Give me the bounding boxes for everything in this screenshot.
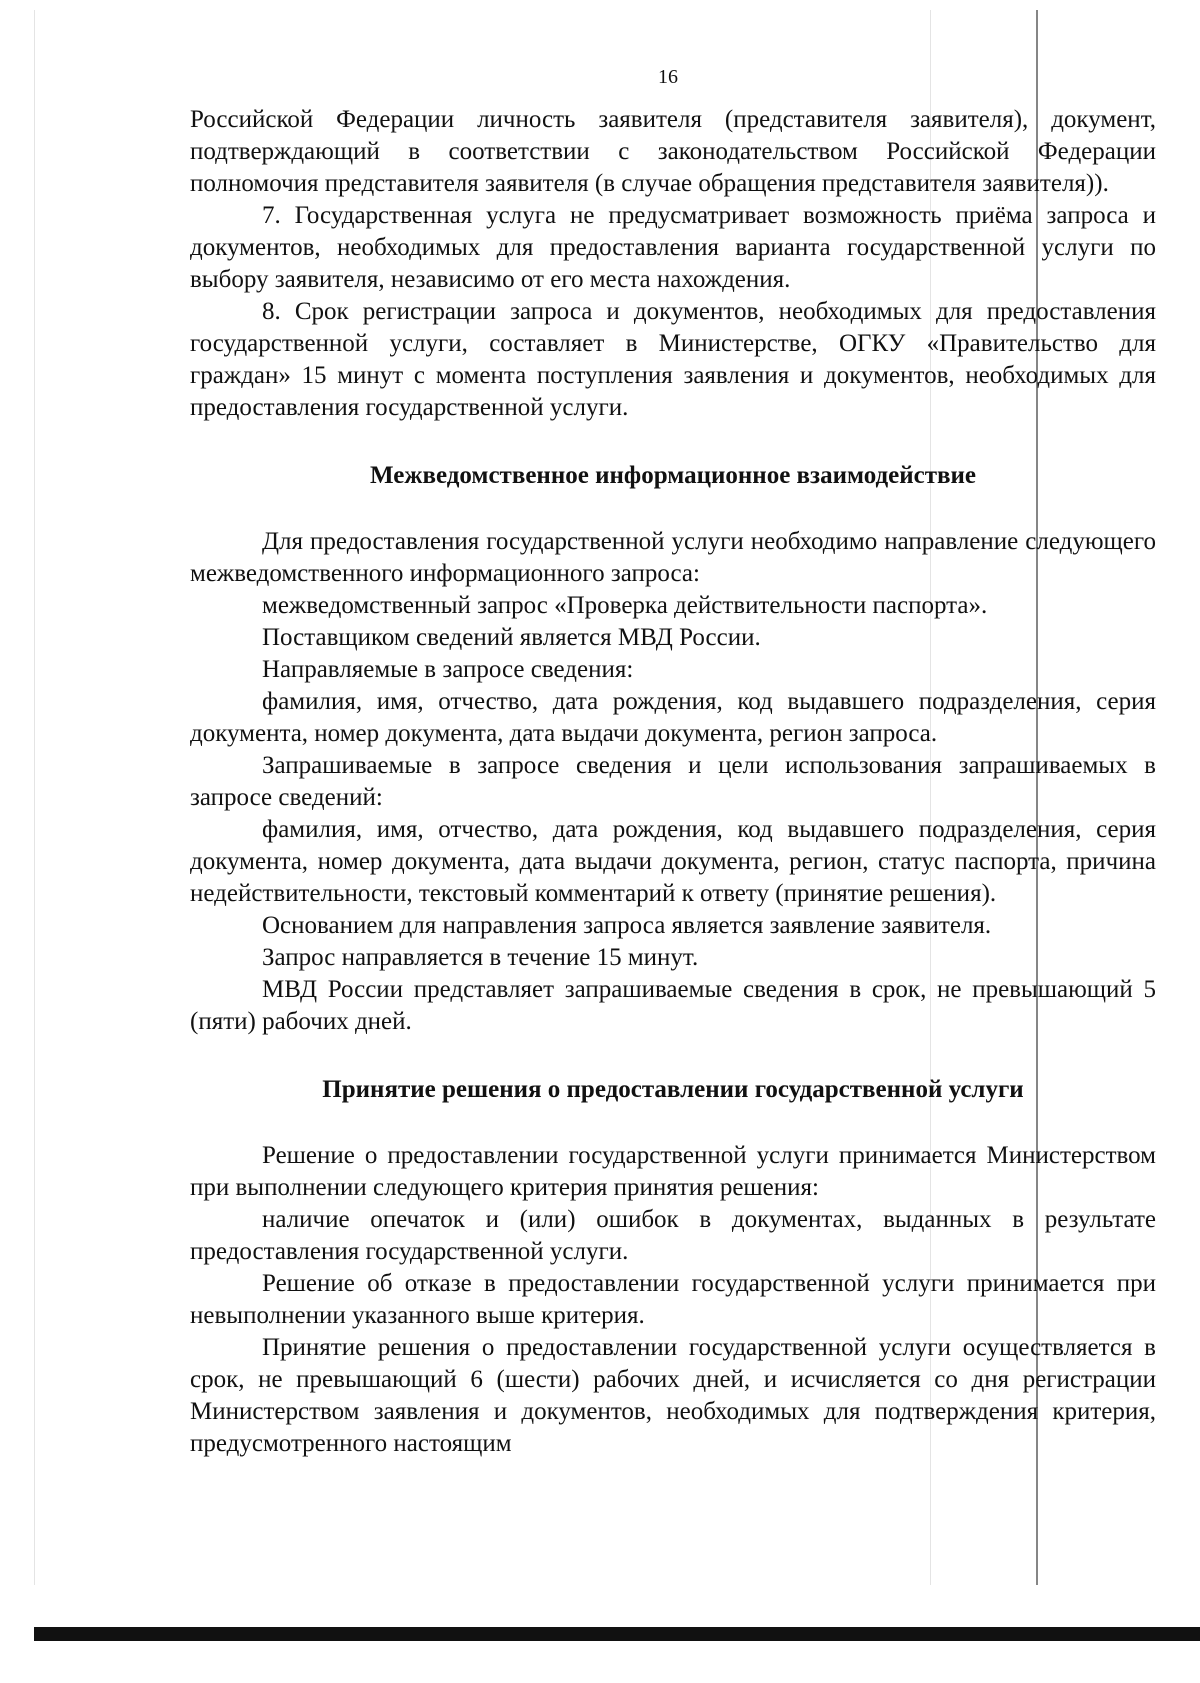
paragraph: фамилия, имя, отчество, дата рождения, код выдавшего подразделения, серия документа, номер документа, дата выдачи документа, регион, статус паспорта, причина недействительности, текстовый комментарий к ответу (принятие решения). (190, 816, 1156, 907)
page-number: 16 (658, 66, 678, 88)
paragraph: Решение о предоставлении государственной услуги принимается Министерством при выполнении следующего критерия принятия решения: (190, 1142, 1156, 1201)
paragraph: Поставщиком сведений является МВД России. (262, 624, 761, 651)
paragraph: Запрос направляется в течение 15 минут. (262, 944, 699, 971)
paragraph: Решение об отказе в предоставлении государственной услуги принимается при невыполнении указанного выше критерия. (190, 1270, 1156, 1329)
paragraph-item-8: 8. Срок регистрации запроса и документов, необходимых для предоставления государственной услуги, составляет в Министерстве, ОГКУ «Правительство для граждан» 15 минут с момента поступления заявления и документов, необходимых для предоставления государственной услуги. (190, 298, 1156, 421)
paragraph: Запрашиваемые в запросе сведения и цели использования запрашиваемых в запросе сведений: (190, 752, 1156, 811)
paragraph: МВД России представляет запрашиваемые сведения в срок, не превышающий 5 (пяти) рабочих дней. (190, 976, 1156, 1035)
paragraph: Для предоставления государственной услуги необходимо направление следующего межведомственного информационного запроса: (190, 528, 1156, 587)
paragraph: Направляемые в запросе сведения: (262, 656, 634, 683)
paragraph-item-7: 7. Государственная услуга не предусматривает возможность приёма запроса и документов, необходимых для предоставления варианта государственной услуги по выбору заявителя, независимо от его места нахождения. (190, 202, 1156, 293)
section-heading-decision: Принятие решения о предоставлении государственной услуги (322, 1076, 1024, 1103)
paragraph: Российской Федерации личность заявителя (представителя заявителя), документ, подтверждающий в соответствии с законодательством Российской Федерации полномочия представителя заявителя (в случае обращения представителя заявителя)). (190, 106, 1156, 197)
paragraph: Принятие решения о предоставлении государственной услуги осуществляется в срок, не превышающий 6 (шести) рабочих дней, и исчисляется со дня регистрации Министерством заявления и документов, необходимых для подтверждения критерия, предусмотренного настоящим (190, 1334, 1156, 1457)
paragraph: фамилия, имя, отчество, дата рождения, код выдавшего подразделения, серия документа, номер документа, дата выдачи документа, регион запроса. (190, 688, 1156, 747)
section-heading-interagency: Межведомственное информационное взаимодействие (370, 462, 976, 489)
paragraph: наличие опечаток и (или) ошибок в документах, выданных в результате предоставления государственной услуги. (190, 1206, 1156, 1265)
document-body (190, 104, 1156, 1460)
scan-artifact-left (34, 10, 35, 1585)
paragraph: Основанием для направления запроса является заявление заявителя. (262, 912, 992, 939)
paragraph: межведомственный запрос «Проверка действительности паспорта». (262, 592, 988, 619)
scan-bottom-edge (34, 1627, 1200, 1641)
